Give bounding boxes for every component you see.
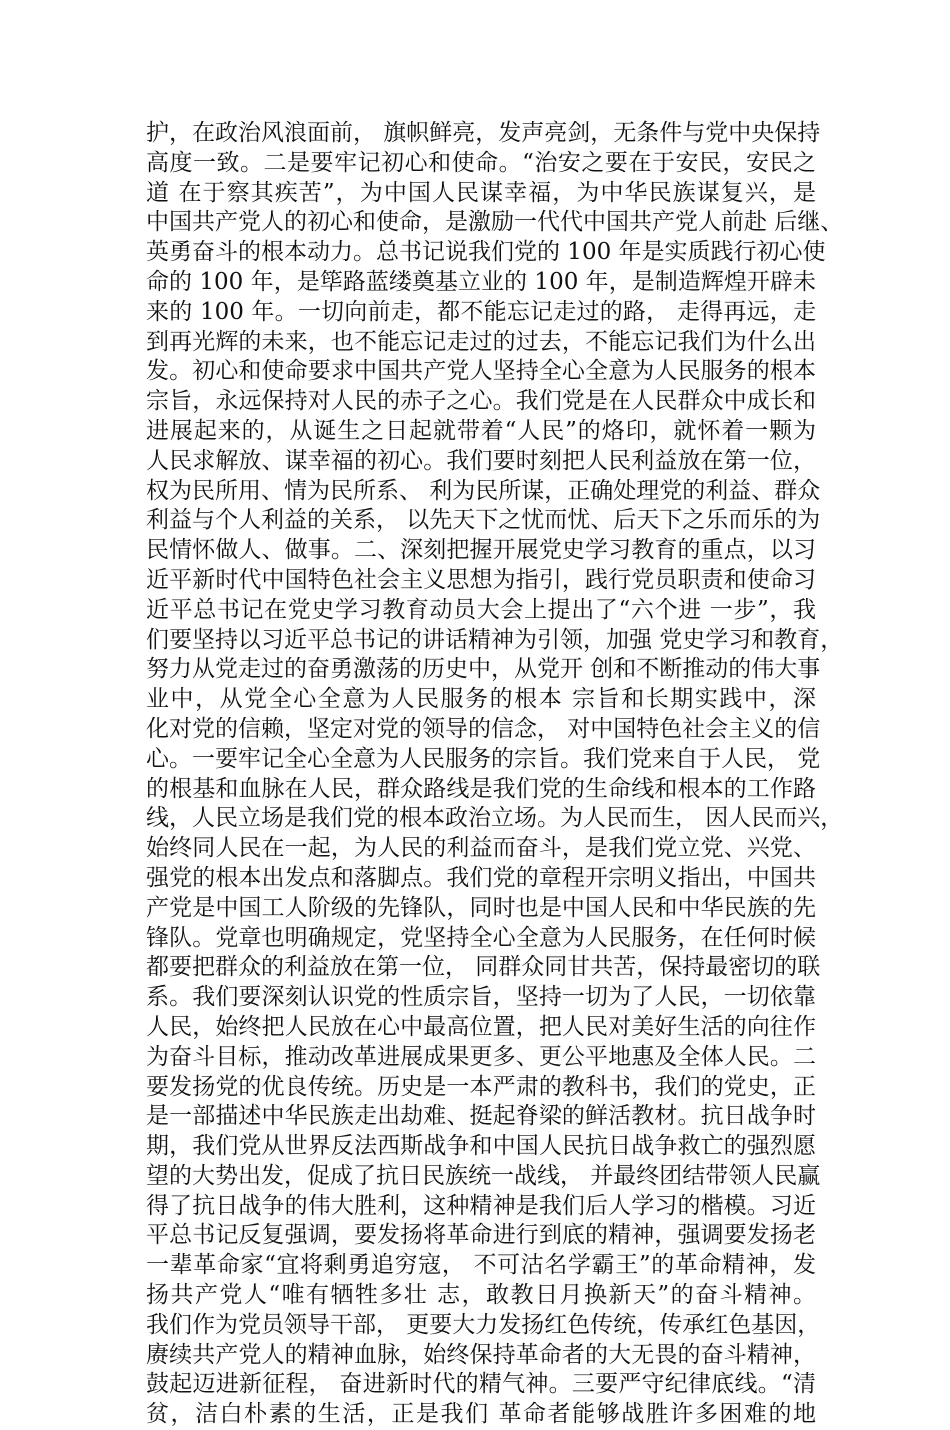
text-line: 是一部描述中华民族走出劫难、挺起脊梁的鲜活教材。抗日战争时 (146, 1103, 816, 1130)
text-line: 努力从党走过的奋勇激荡的历史中，从党开 创和不断推动的伟大事 (146, 656, 821, 683)
text-line: 近平新时代中国特色社会主义思想为指引，践行党员职责和使命习 (146, 566, 816, 593)
text-line: 线，人民立场是我们党的根本政治立场。为人民而生， 因人民而兴， (146, 805, 844, 832)
text-line: 发。初心和使命要求中国共产党人坚持全心全意为人民服务的根本 (146, 358, 816, 385)
text-line: 高度一致。二是要牢记初心和使命。“治安之要在于安民，安民之 (146, 149, 816, 176)
text-line: 的根基和血脉在人民，群众路线是我们党的生命线和根本的工作路 (146, 775, 816, 802)
text-line: 业中，从党全心全意为人民服务的根本 宗旨和长期实践中，深 (146, 686, 816, 713)
text-line: 产党是中国工人阶级的先锋队，同时也是中国人民和中华民族的先 (146, 894, 816, 921)
text-line: 进展起来的，从诞生之日起就带着“人民”的烙印，就怀着一颗为 (146, 417, 816, 444)
text-line: 们要坚持以习近平总书记的讲话精神为引领，加强 党史学习和教育， (146, 626, 844, 653)
text-line: 期，我们党从世界反法西斯战争和中国人民抗日战争救亡的强烈愿 (146, 1133, 816, 1160)
text-line: 化对党的信赖，坚定对党的领导的信念， 对中国特色社会主义的信 (146, 715, 821, 742)
text-line: 强党的根本出发点和落脚点。我们党的章程开宗明义指出，中国共 (146, 864, 816, 891)
text-line: 人民，始终把人民放在心中最高位置，把人民对美好生活的向往作 (146, 1013, 816, 1040)
text-line: 我们作为党员领导干部， 更要大力发扬红色传统，传承红色基因， (146, 1311, 821, 1338)
text-line: 始终同人民在一起，为人民的利益而奋斗，是我们党立党、兴党、 (146, 835, 816, 862)
text-line: 望的大势出发，促成了抗日民族统一战线， 并最终团结带领人民赢 (146, 1162, 821, 1189)
text-line: 要发扬党的优良传统。历史是一本严肃的教科书，我们的党史，正 (146, 1073, 816, 1100)
text-line: 英勇奋斗的根本动力。总书记说我们党的 100 年是实质践行初心使 (146, 239, 826, 266)
text-line: 民情怀做人、做事。二、深刻把握开展党史学习教育的重点，以习 (146, 537, 816, 564)
text-line: 为奋斗目标，推动改革进展成果更多、更公平地惠及全体人民。二 (146, 1043, 816, 1070)
text-line: 赓续共产党人的精神血脉，始终保持革命者的大无畏的奋斗精神， (146, 1341, 816, 1368)
text-line: 平总书记反复强调，要发扬将革命进行到底的精神，强调要发扬老 (146, 1222, 816, 1249)
body-text (146, 119, 844, 1430)
text-line: 一辈革命家“宜将剩勇追穷寇， 不可沽名学霸王”的革命精神，发 (146, 1252, 816, 1279)
text-line: 中国共产党人的初心和使命，是激励一代代中国共产党人前赴 后继、 (146, 209, 844, 236)
text-line: 护，在政治风浪面前， 旗帜鲜亮，发声亮剑，无条件与党中央保持 (146, 120, 821, 146)
text-line: 近平总书记在党史学习教育动员大会上提出了“六个进 一步”，我 (146, 596, 816, 623)
text-line: 人民求解放、谋幸福的初心。我们要时刻把人民利益放在第一位， (146, 447, 816, 474)
text-line: 锋队。党章也明确规定，党坚持全心全意为人民服务，在任何时候 (146, 924, 816, 951)
text-line: 扬共产党人“唯有牺牲多壮 志，敢教日月换新天”的奋斗精神。 (146, 1282, 816, 1309)
text-line: 贫，洁白朴素的生活，正是我们 革命者能够战胜许多困难的地 (146, 1401, 816, 1428)
text-line: 命的 100 年，是筚路蓝缕奠基立业的 100 年，是制造辉煌开辟未 (146, 268, 816, 295)
text-line: 系。我们要深刻认识党的性质宗旨，坚持一切为了人民，一切依靠 (146, 984, 816, 1011)
text-line: 得了抗日战争的伟大胜利，这种精神是我们后人学习的楷模。习近 (146, 1192, 816, 1219)
text-line: 道 在于察其疾苦”，为中国人民谋幸福，为中华民族谋复兴，是 (146, 179, 816, 206)
text-line: 到再光辉的未来，也不能忘记走过的过去，不能忘记我们为什么出 (146, 328, 816, 355)
text-line: 鼓起迈进新征程， 奋进新时代的精气神。三要严守纪律底线。“清 (146, 1371, 816, 1398)
text-line: 都要把群众的利益放在第一位， 同群众同甘共苦，保持最密切的联 (146, 954, 821, 981)
text-line: 权为民所用、情为民所系、 利为民所谋，正确处理党的利益、群众 (146, 477, 821, 504)
text-line: 宗旨，永远保持对人民的赤子之心。我们党是在人民群众中成长和 (146, 388, 816, 415)
text-line: 来的 100 年。一切向前走，都不能忘记走过的路， 走得再远，走 (146, 298, 816, 325)
text-line: 心。一要牢记全心全意为人民服务的宗旨。我们党来自于人民， 党 (146, 745, 821, 772)
text-line: 利益与个人利益的关系， 以先天下之忧而忧、后天下之乐而乐的为 (146, 507, 821, 534)
